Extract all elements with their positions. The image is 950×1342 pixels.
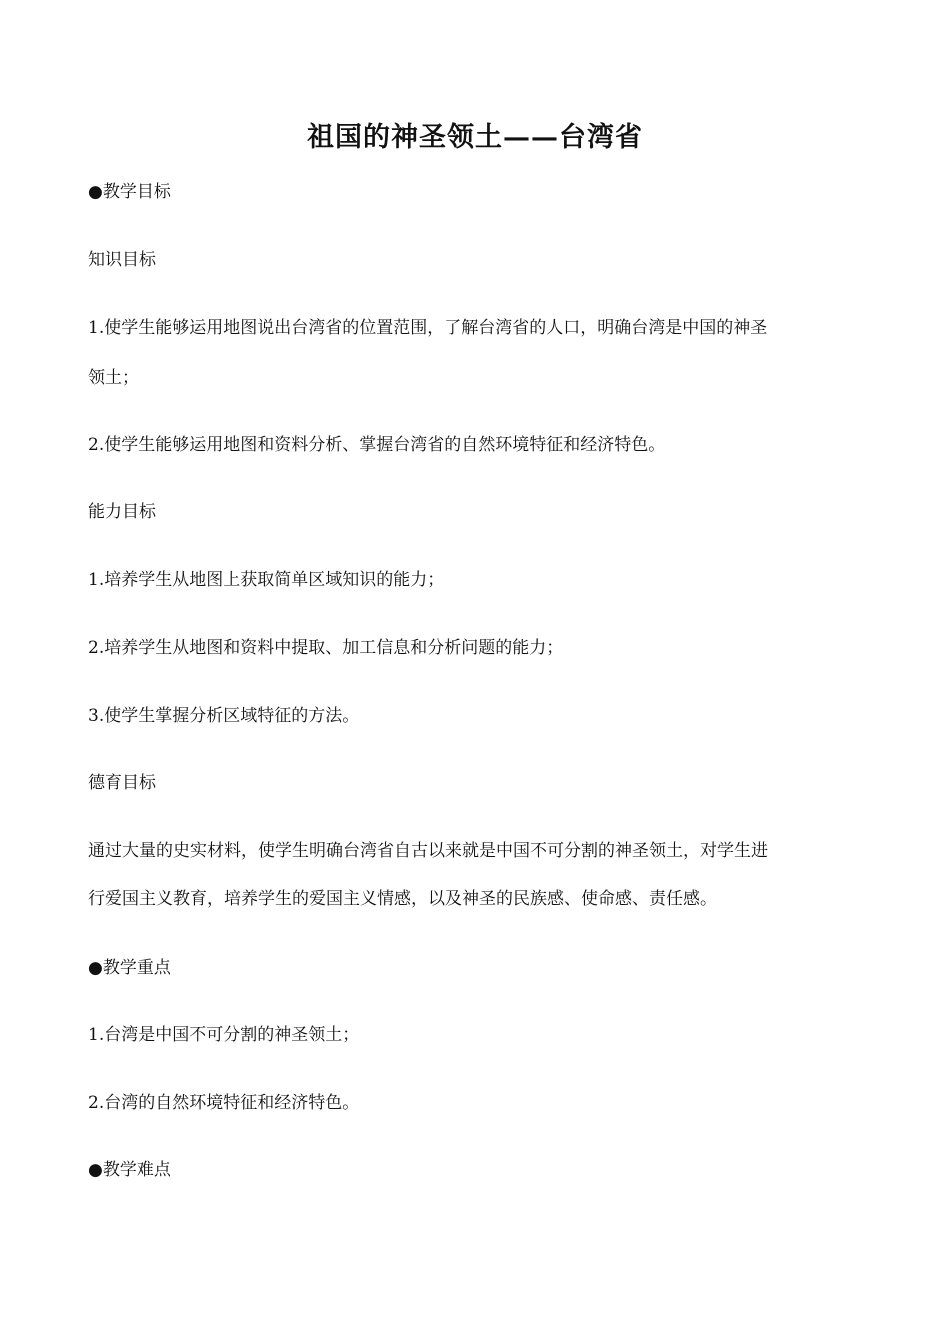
paragraph-line: 2.使学生能够运用地图和资料分析、掌握台湾省的自然环境特征和经济特色。	[88, 435, 666, 455]
section-heading-teaching-difficulties: ●教学难点	[88, 1160, 171, 1180]
paragraph-line: 领土；	[88, 368, 139, 388]
paragraph-line: 1.使学生能够运用地图说出台湾省的位置范围，了解台湾省的人口，明确台湾是中国的神圣	[88, 318, 768, 338]
subheading-moral-objectives: 德育目标	[88, 773, 156, 793]
paragraph-line: 1.培养学生从地图上获取简单区域知识的能力；	[88, 570, 445, 590]
document-title: 祖国的神圣领土——台湾省	[307, 122, 643, 153]
subheading-ability-objectives: 能力目标	[88, 502, 156, 522]
section-heading-teaching-objectives: ●教学目标	[88, 182, 171, 202]
paragraph-line: 1.台湾是中国不可分割的神圣领土；	[88, 1025, 360, 1045]
paragraph-line: 2.培养学生从地图和资料中提取、加工信息和分析问题的能力；	[88, 638, 564, 658]
section-heading-teaching-focus: ●教学重点	[88, 958, 171, 978]
subheading-knowledge-objectives: 知识目标	[88, 250, 156, 270]
paragraph-line: 行爱国主义教育，培养学生的爱国主义情感，以及神圣的民族感、使命感、责任感。	[88, 889, 717, 909]
paragraph-line: 通过大量的史实材料，使学生明确台湾省自古以来就是中国不可分割的神圣领土，对学生进	[88, 841, 768, 861]
paragraph-line: 2.台湾的自然环境特征和经济特色。	[88, 1093, 360, 1113]
paragraph-line: 3.使学生掌握分析区域特征的方法。	[88, 706, 360, 726]
